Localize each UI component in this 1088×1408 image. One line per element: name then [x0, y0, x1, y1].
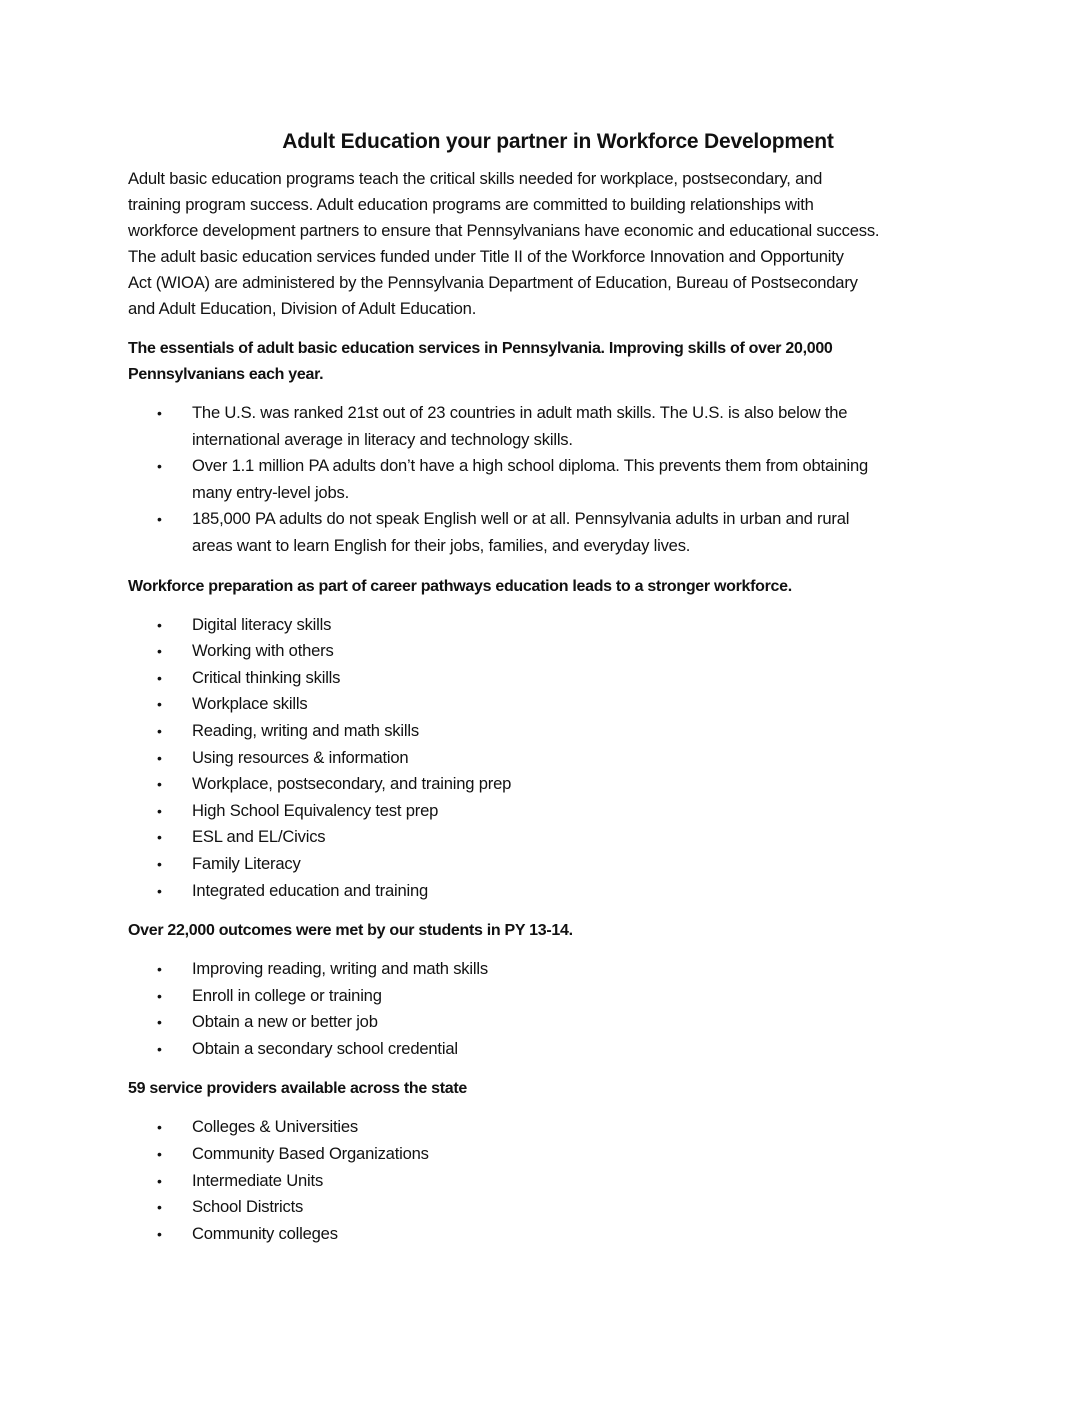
bullet-icon: •	[157, 1199, 162, 1216]
bullet-icon: •	[157, 749, 162, 766]
list-item	[128, 691, 968, 718]
section-heading-line: The essentials of adult basic education services in Pennsylvania. Improving skills of over 20,000	[128, 340, 833, 357]
intro-line: Adult basic education programs teach the critical skills needed for workplace, postsecondary, and	[128, 169, 823, 188]
bullet-list	[128, 612, 968, 905]
list-item-text: Digital literacy skills	[192, 614, 332, 634]
list-item	[128, 1114, 968, 1141]
document-page	[128, 130, 968, 1261]
list-item-text: areas want to learn English for their jobs, families, and everyday lives.	[192, 535, 691, 555]
list-item	[128, 506, 968, 559]
list-item	[128, 1036, 968, 1063]
bullet-icon: •	[157, 882, 162, 899]
section-heading-line: 59 service providers available across the state	[128, 1080, 467, 1098]
section-heading-line: Workforce preparation as part of career pathways education leads to a stronger workforce.	[128, 577, 792, 595]
list-item-text: Reading, writing and math skills	[192, 720, 419, 740]
section-heading-line: Over 22,000 outcomes were met by our students in PY 13-14.	[128, 922, 573, 940]
list-item-text: many entry-level jobs.	[192, 482, 349, 502]
list-item-text: Using resources & information	[192, 747, 409, 767]
bullet-icon: •	[157, 458, 162, 475]
list-item-text: The U.S. was ranked 21st out of 23 countries in adult math skills. The U.S. is also below the	[192, 403, 848, 422]
list-item-text: ESL and EL/Civics	[192, 827, 326, 847]
bullet-icon: •	[157, 616, 162, 633]
bullet-icon: •	[157, 696, 162, 713]
list-item-text: Family Literacy	[192, 853, 301, 873]
list-item-text: Enroll in college or training	[192, 985, 382, 1005]
list-item-text: Obtain a secondary school credential	[192, 1038, 458, 1058]
section-heading-line: Pennsylvanians each year.	[128, 366, 324, 383]
intro-line: workforce development partners to ensure that Pennsylvanians have economic and educational success.	[128, 221, 880, 240]
bullet-icon: •	[157, 1146, 162, 1163]
list-item	[128, 1141, 968, 1168]
section-heading	[128, 918, 968, 944]
list-item-text: Workplace skills	[192, 694, 308, 714]
list-item	[128, 824, 968, 851]
list-item-text: 185,000 PA adults do not speak English well or at all. Pennsylvania adults in urban and rural	[192, 509, 850, 529]
list-item	[128, 1194, 968, 1221]
list-item	[128, 1168, 968, 1195]
list-item-text: Improving reading, writing and math skills	[192, 959, 488, 979]
bullet-icon: •	[157, 669, 162, 686]
bullet-icon: •	[157, 855, 162, 872]
intro-paragraph	[128, 166, 968, 322]
list-item	[128, 851, 968, 878]
bullet-icon: •	[157, 776, 162, 793]
bullet-icon: •	[157, 722, 162, 739]
bullet-icon: •	[157, 829, 162, 846]
list-item	[128, 878, 968, 905]
list-item-text: Integrated education and training	[192, 880, 429, 900]
list-item	[128, 956, 968, 983]
list-item	[128, 665, 968, 692]
list-item-text: Intermediate Units	[192, 1170, 324, 1190]
list-item	[128, 798, 968, 825]
document-title: Adult Education your partner in Workforce Development	[282, 130, 834, 153]
bullet-icon: •	[157, 1119, 162, 1136]
section-heading	[128, 1076, 968, 1102]
list-item	[128, 612, 968, 639]
intro-line: training program success. Adult education programs are committed to building relationships with	[128, 195, 814, 214]
intro-line: and Adult Education, Division of Adult Education.	[128, 299, 477, 318]
section-heading	[128, 574, 968, 600]
list-item	[128, 453, 968, 506]
list-item	[128, 745, 968, 772]
bullet-icon: •	[157, 1172, 162, 1189]
bullet-icon: •	[157, 987, 162, 1004]
list-item-text: Critical thinking skills	[192, 667, 341, 687]
list-item	[128, 1009, 968, 1036]
list-item-text: international average in literacy and technology skills.	[192, 429, 573, 449]
list-item-text: Workplace, postsecondary, and training prep	[192, 774, 512, 794]
list-item	[128, 638, 968, 665]
bullet-icon: •	[157, 961, 162, 978]
document-sections	[128, 336, 968, 1247]
list-item-text: Working with others	[192, 641, 334, 661]
intro-line: The adult basic education services funded under Title II of the Workforce Innovation and Opportunity	[128, 247, 844, 266]
bullet-list	[128, 1114, 968, 1247]
list-item-text: Colleges & Universities	[192, 1117, 359, 1137]
list-item	[128, 771, 968, 798]
list-item-text: Community Based Organizations	[192, 1144, 429, 1164]
bullet-list	[128, 956, 968, 1062]
bullet-icon: •	[157, 405, 162, 421]
list-item-text: School Districts	[192, 1197, 304, 1217]
list-item	[128, 400, 968, 453]
list-item	[128, 1221, 968, 1248]
bullet-list	[128, 400, 968, 560]
bullet-icon: •	[157, 511, 162, 528]
list-item-text: Community colleges	[192, 1223, 338, 1243]
list-item-text: Obtain a new or better job	[192, 1012, 378, 1032]
bullet-icon: •	[157, 1040, 162, 1057]
section-heading	[128, 336, 968, 388]
list-item-text: High School Equivalency test prep	[192, 800, 439, 820]
intro-line: Act (WIOA) are administered by the Pennsylvania Department of Education, Bureau of Postsecondary	[128, 273, 858, 292]
bullet-icon: •	[157, 802, 162, 819]
bullet-icon: •	[157, 643, 162, 660]
bullet-icon: •	[157, 1014, 162, 1031]
list-item-text: Over 1.1 million PA adults don’t have a high school diploma. This prevents them from obtaining	[192, 456, 869, 476]
bullet-icon: •	[157, 1225, 162, 1242]
list-item	[128, 718, 968, 745]
list-item	[128, 983, 968, 1010]
